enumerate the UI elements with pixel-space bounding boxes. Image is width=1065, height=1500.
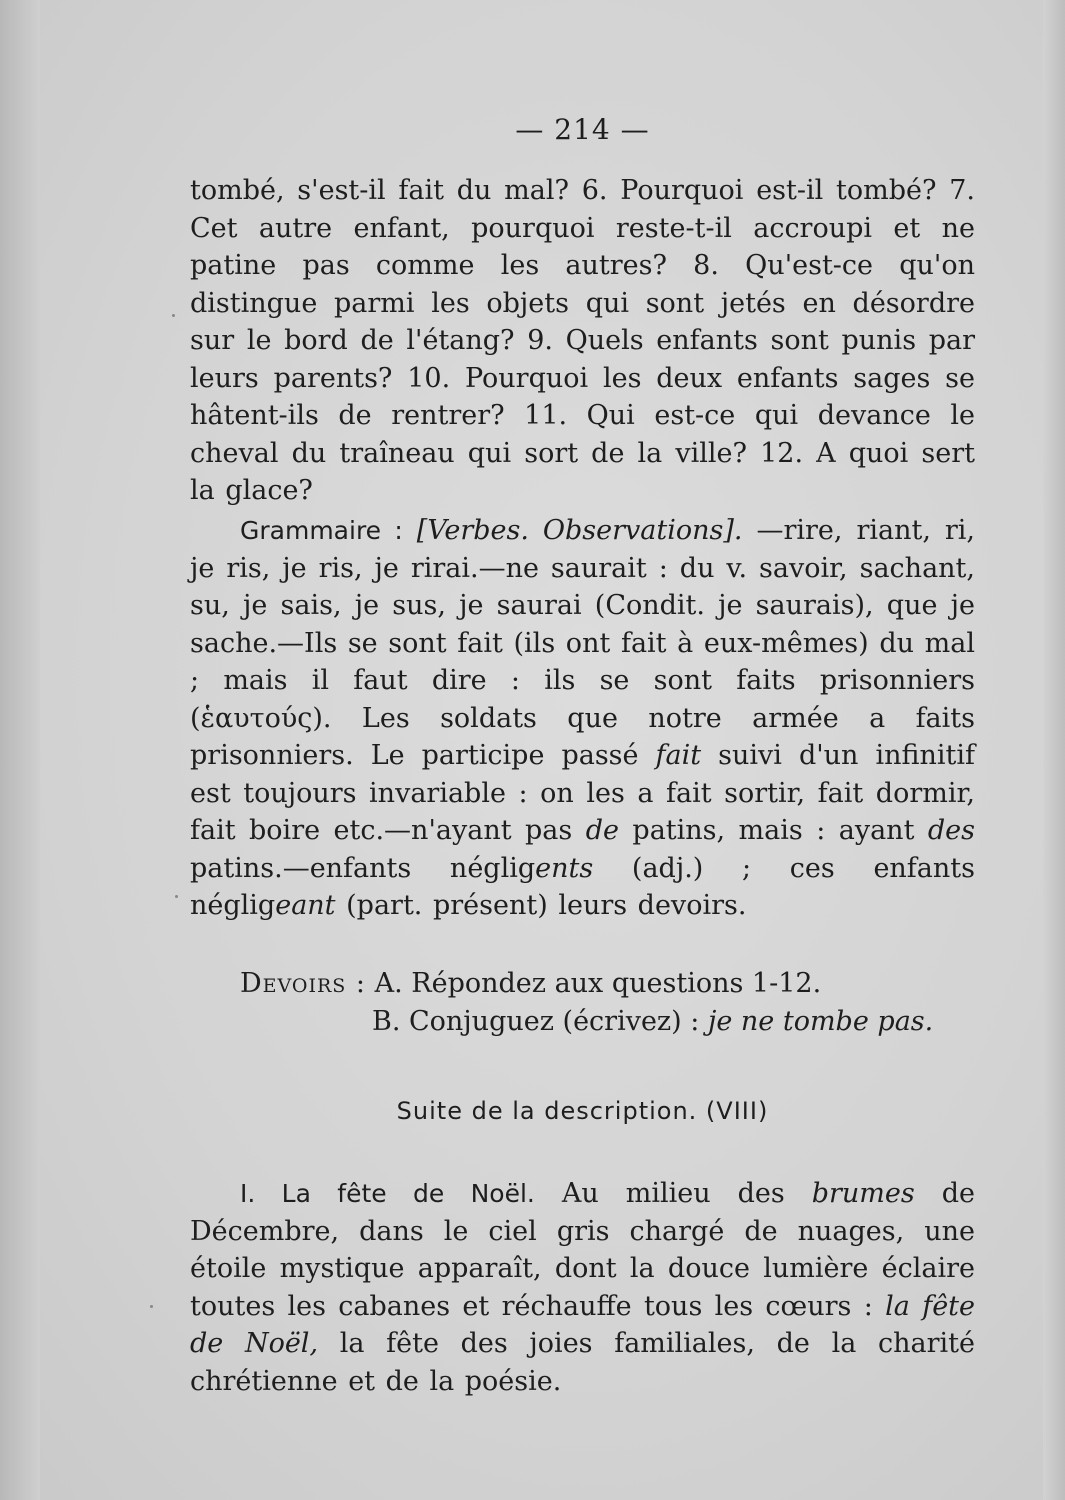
speck <box>172 314 175 317</box>
italic-de: de <box>585 815 619 846</box>
homework-block <box>240 965 975 1041</box>
speck <box>150 1305 153 1308</box>
grammar-paragraph: Grammaire : [Verbes. Observations]. —rire, riant, ri, je ris, je ris, je rirai.—ne saurait : du v. savoir, sachant, su, je sais, je sus, je saurai (Condit. je saurais), que je sache.—Ils se sont fait (ils ont fait à eux-mêmes) du mal ; mais il faut dire : ils se sont faits prisonniers (ἑαυτούς). Les soldats que notre armée a faits prisonniers. Le participe passé fait suivi d'un infinitif est toujours invariable : on les a fait sortir, fait dormir, fait boire etc.—n'ayant pas de patins, mais : ayant des patins.—enfants négligents (adj.) ; ces enfants négligeant (part. présent) leurs devoirs. <box>190 515 975 921</box>
homework-line-b: B. Conjuguez (écrivez) : je ne tombe pas. <box>372 1006 934 1037</box>
italic-des: des <box>927 815 975 846</box>
grammar-subtitle: [Verbes. Observations]. <box>416 515 743 546</box>
homework-line-a: Devoirs : A. Répondez aux questions 1-12. <box>240 968 822 999</box>
questions-paragraph: tombé, s'est-il fait du mal? 6. Pourquoi est-il tombé? 7. Cet autre enfant, pourquoi reste-t-il accroupi et ne patine pas comme les autres? 8. Qu'est-ce qu'on distingue parmi les objets qui sont jetés en désordre sur le bord de l'étang? 9. Quels enfants sont punis par leurs parents? 10. Pourquoi les deux enfants sages se hâtent-ils de rentrer? 11. Qui est-ce qui devance le cheval du traîneau qui sort de la ville? 12. A quoi sert la glace? <box>190 175 975 506</box>
italic-eant: eant <box>275 890 336 921</box>
italic-brumes: brumes <box>811 1178 915 1209</box>
italic-fete-de-noel: la fête de Noël, <box>190 1290 975 1359</box>
noel-title: I. La fête de Noël. <box>240 1179 535 1208</box>
italic-ents: ents <box>535 852 594 884</box>
speck <box>175 895 178 898</box>
grammar-label: Grammaire : <box>240 516 403 545</box>
homework-label: Devoirs : <box>240 968 366 999</box>
page-number: — 214 — <box>515 113 650 146</box>
page-left-edge <box>0 0 40 1500</box>
noel-paragraph: I. La fête de Noël. Au milieu des brumes de Décembre, dans le ciel gris chargé de nuages, une étoile mystique apparaît, dont la douce lumière éclaire toutes les cabanes et réchauffe tous les cœurs : la fête de Noël, la fête des joies familiales, de la charité chrétienne et de la poésie. <box>190 1178 975 1397</box>
page-right-edge <box>1043 0 1065 1500</box>
section-heading: Suite de la description. (VIII) <box>396 1097 769 1125</box>
italic-fait: fait <box>655 740 702 771</box>
